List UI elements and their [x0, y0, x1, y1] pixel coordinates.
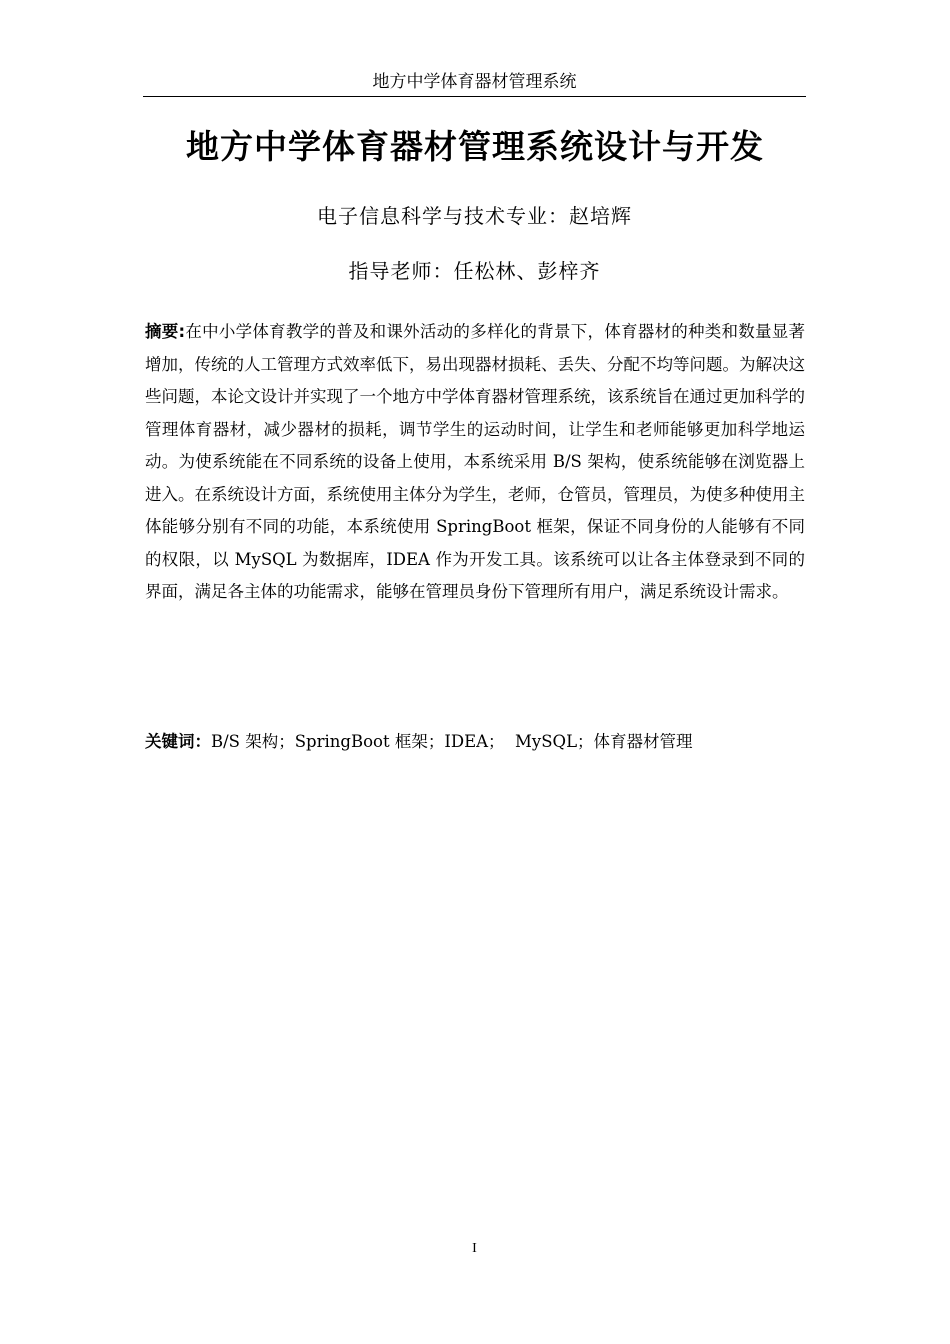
paper-title: 地方中学体育器材管理系统设计与开发	[186, 127, 764, 166]
keywords-text: B/S 架构；SpringBoot 框架；IDEA； MySQL；体育器材管理	[211, 732, 693, 751]
running-header: 地方中学体育器材管理系统	[372, 72, 577, 92]
header-divider	[143, 96, 806, 97]
keywords-line	[145, 726, 805, 758]
keywords-label: 关键词：	[145, 732, 211, 751]
author-line: 电子信息科学与技术专业：赵培辉	[317, 204, 632, 228]
abstract-paragraph	[145, 316, 805, 609]
advisor-line: 指导老师：任松林、彭梓齐	[348, 259, 601, 283]
page-number: I	[472, 1241, 477, 1256]
abstract-label: 摘要:	[145, 322, 186, 341]
abstract-text: 在中小学体育教学的普及和课外活动的多样化的背景下，体育器材的种类和数量显著增加，传统的人工管理方式效率低下，易出现器材损耗、丢失、分配不均等问题。为解决这些问题，本论文设计并实现了一个地方中学体育器材管理系统，该系统旨在通过更加科学的管理体育器材，减少器材的损耗，调节学生的运动时间，让学生和老师能够更加科学地运动。为使系统能在不同系统的设备上使用，本系统采用 B/S 架构，使系统能够在浏览器上进入。在系统设计方面，系统使用主体分为学生，老师，仓管员，管理员，为使多种使用主体能够分别有不同的功能，本系统使用 SpringBoot 框架，保证不同身份的人能够有不同的权限，以 MySQL 为数据库，IDEA 作为开发工具。该系统可以让各主体登录到不同的界面，满足各主体的功能需求，能够在管理员身份下管理所有用户，满足系统设计需求。	[145, 322, 806, 601]
